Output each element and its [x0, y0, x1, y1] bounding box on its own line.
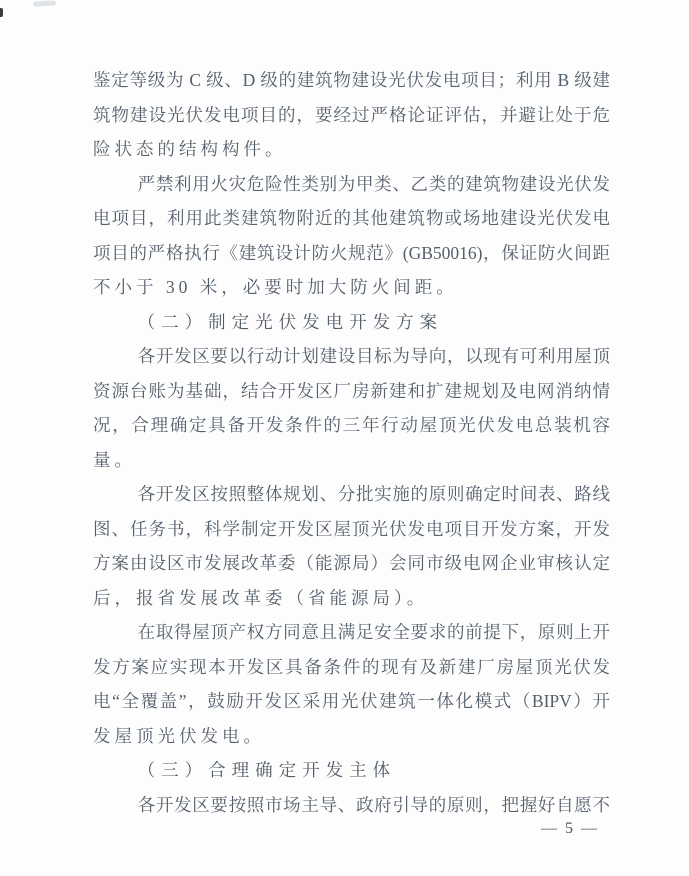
text-line: 严禁利用火灾危险性类别为甲类、乙类的建筑物建设光伏发 [137, 173, 610, 194]
text-line: 发屋顶光伏发电。 [93, 725, 265, 746]
heading-line: （三）合理确定开发主体 [137, 760, 397, 780]
text-line: 后，报省发展改革委（省能源局）。 [93, 587, 429, 608]
section-heading-2 [93, 305, 610, 340]
text-line: 筑物建设光伏发电项目的，要经过严格论证评估，并避让处于危 [93, 104, 610, 125]
paragraph [93, 63, 610, 167]
text-line: 量。 [93, 449, 136, 470]
paragraph [93, 167, 610, 305]
paragraph [93, 339, 610, 477]
text-line: 鉴定等级为 C 级、D 级的建筑物建设光伏发电项目；利用 B 级建 [93, 70, 610, 90]
document-body [93, 63, 610, 822]
text-line: 各开发区按照整体规划、分批实施的原则确定时间表、路线 [137, 484, 610, 504]
text-line: 电项目，利用此类建筑物附近的其他建筑物或场地建设光伏发电 [93, 208, 610, 228]
text-line: 况，合理确定具备开发条件的三年行动屋顶光伏发电总装机容 [93, 415, 610, 435]
scan-artifact-smudge [33, 0, 56, 6]
scan-artifact-edge-mark [0, 8, 3, 17]
text-line: 在取得屋顶产权方同意且满足安全要求的前提下，原则上开 [137, 622, 610, 642]
text-line: 电“全覆盖”，鼓励开发区采用光伏建筑一体化模式（BIPV）开 [93, 691, 610, 711]
heading-line: （二）制定光伏发电开发方案 [137, 311, 444, 332]
text-line: 项目的严格执行《建筑设计防火规范》(GB50016)，保证防火间距 [93, 242, 610, 263]
text-line: 资源台账为基础，结合开发区厂房新建和扩建规划及电网消纳情 [93, 380, 610, 401]
text-line: 图、任务书，科学制定开发区屋顶光伏发电项目开发方案，开发 [93, 518, 610, 539]
text-line: 方案由设区市发展改革委（能源局）会同市级电网企业审核认定 [93, 553, 610, 573]
section-heading-3 [93, 753, 610, 788]
text-line: 各开发区要以行动计划建设目标为导向，以现有可利用屋顶 [137, 346, 610, 366]
paragraph [93, 788, 610, 823]
paragraph [93, 615, 610, 753]
text-line: 发方案应实现本开发区具备条件的现有及新建厂房屋顶光伏发 [93, 656, 610, 677]
text-line: 各开发区要按照市场主导、政府引导的原则，把握好自愿不 [137, 794, 610, 815]
paragraph [93, 477, 610, 615]
text-line: 不小于 30 米，必要时加大防火间距。 [93, 277, 458, 297]
text-line: 险状态的结构构件。 [93, 139, 287, 159]
page-number: — 5 — [541, 820, 599, 837]
